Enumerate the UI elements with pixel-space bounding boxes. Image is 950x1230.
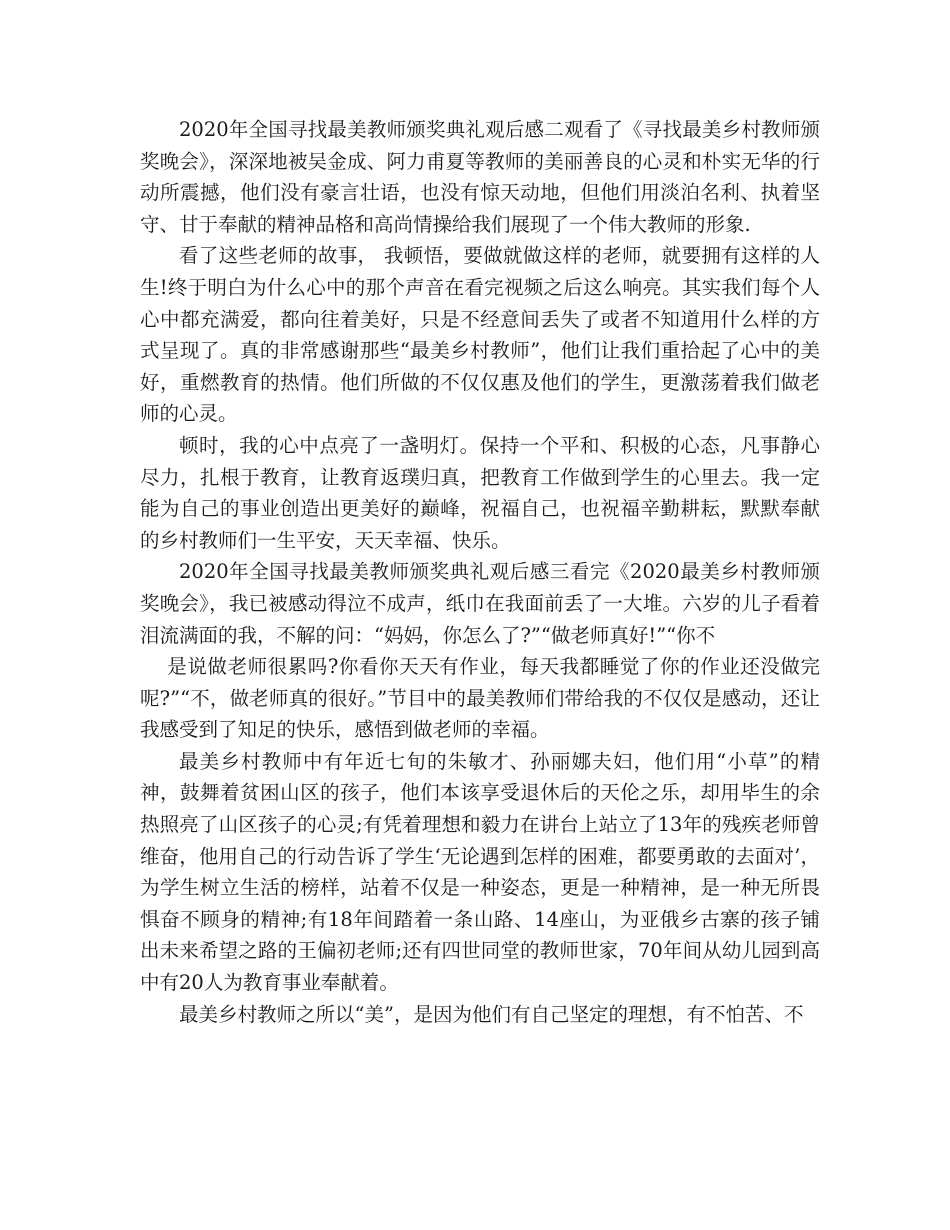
paragraph-4: 2020年全国寻找最美教师颁奖典礼观后感三看完《2020最美乡村教师颁奖晚会》，我已被感动得泣不成声，纸巾在我面前丢了一大堆。六岁的儿子看着泪流满面的我，不解的问：“妈妈，你怎么了?”“做老师真好!”“你不 (140, 560, 820, 647)
paragraph-7: 最美乡村教师之所以“美”，是因为他们有自己坚定的理想，有不怕苦、不 (179, 1002, 804, 1026)
paragraph-6: 最美乡村教师中有年近七旬的朱敏才、孙丽娜夫妇，他们用“小草”的精神，鼓舞着贫困山区的孩子，他们本该享受退休后的天伦之乐，却用毕生的余热照亮了山区孩子的心灵;有凭着理想和毅力在讲台上站立了13年的残疾老师曾维奋，他用自己的行动告诉了学生‘无论遇到怎样的困难，都要勇敢的去面对’，为学生树立生活的榜样，站着不仅是一种姿态，更是一种精神，是一种无所畏惧奋不顾身的精神;有18年间踏着一条山路、14座山，为亚俄乡古寨的孩子铺出未来希望之路的王偏初老师;还有四世同堂的教师世家，70年间从幼儿园到高中有20人为教育事业奉献着。 (140, 749, 820, 995)
paragraph-3: 顿时，我的心中点亮了一盏明灯。保持一个平和、积极的心态，凡事静心尽力，扎根于教育，让教育返璞归真，把教育工作做到学生的心里去。我一定能为自己的事业创造出更美好的巅峰，祝福自己，也祝福辛勤耕耘，默默奉献的乡村教师们一生平安，天天幸福、快乐。 (140, 433, 820, 552)
paragraph-5: 是说做老师很累吗?你看你天天有作业，每天我都睡觉了你的作业还没做完呢?”“不，做老师真的很好。”节目中的最美教师们带给我的不仅仅是感动，还让我感受到了知足的快乐，感悟到做老师的幸福。 (140, 655, 820, 742)
document-body (140, 114, 820, 1030)
paragraph-2: 看了这些老师的故事， 我顿悟，要做就做这样的老师，就要拥有这样的人生!终于明白为什么心中的那个声音在看完视频之后这么响亮。其实我们每个人心中都充满爱，都向往着美好，只是不经意间丢失了或者不知道用什么样的方式呈现了。真的非常感谢那些“最美乡村教师”，他们让我们重拾起了心中的美好，重燃教育的热情。他们所做的不仅仅惠及他们的学生，更激荡着我们做老师的心灵。 (140, 244, 820, 426)
paragraph-1: 2020年全国寻找最美教师颁奖典礼观后感二观看了《寻找最美乡村教师颁奖晚会》，深深地被吴金成、阿力甫夏等教师的美丽善良的心灵和朴实无华的行动所震撼，他们没有豪言壮语，也没有惊天动地，但他们用淡泊名利、执着坚守、甘于奉献的精神品格和高尚情操给我们展现了一个伟大教师的形象. (140, 118, 820, 236)
